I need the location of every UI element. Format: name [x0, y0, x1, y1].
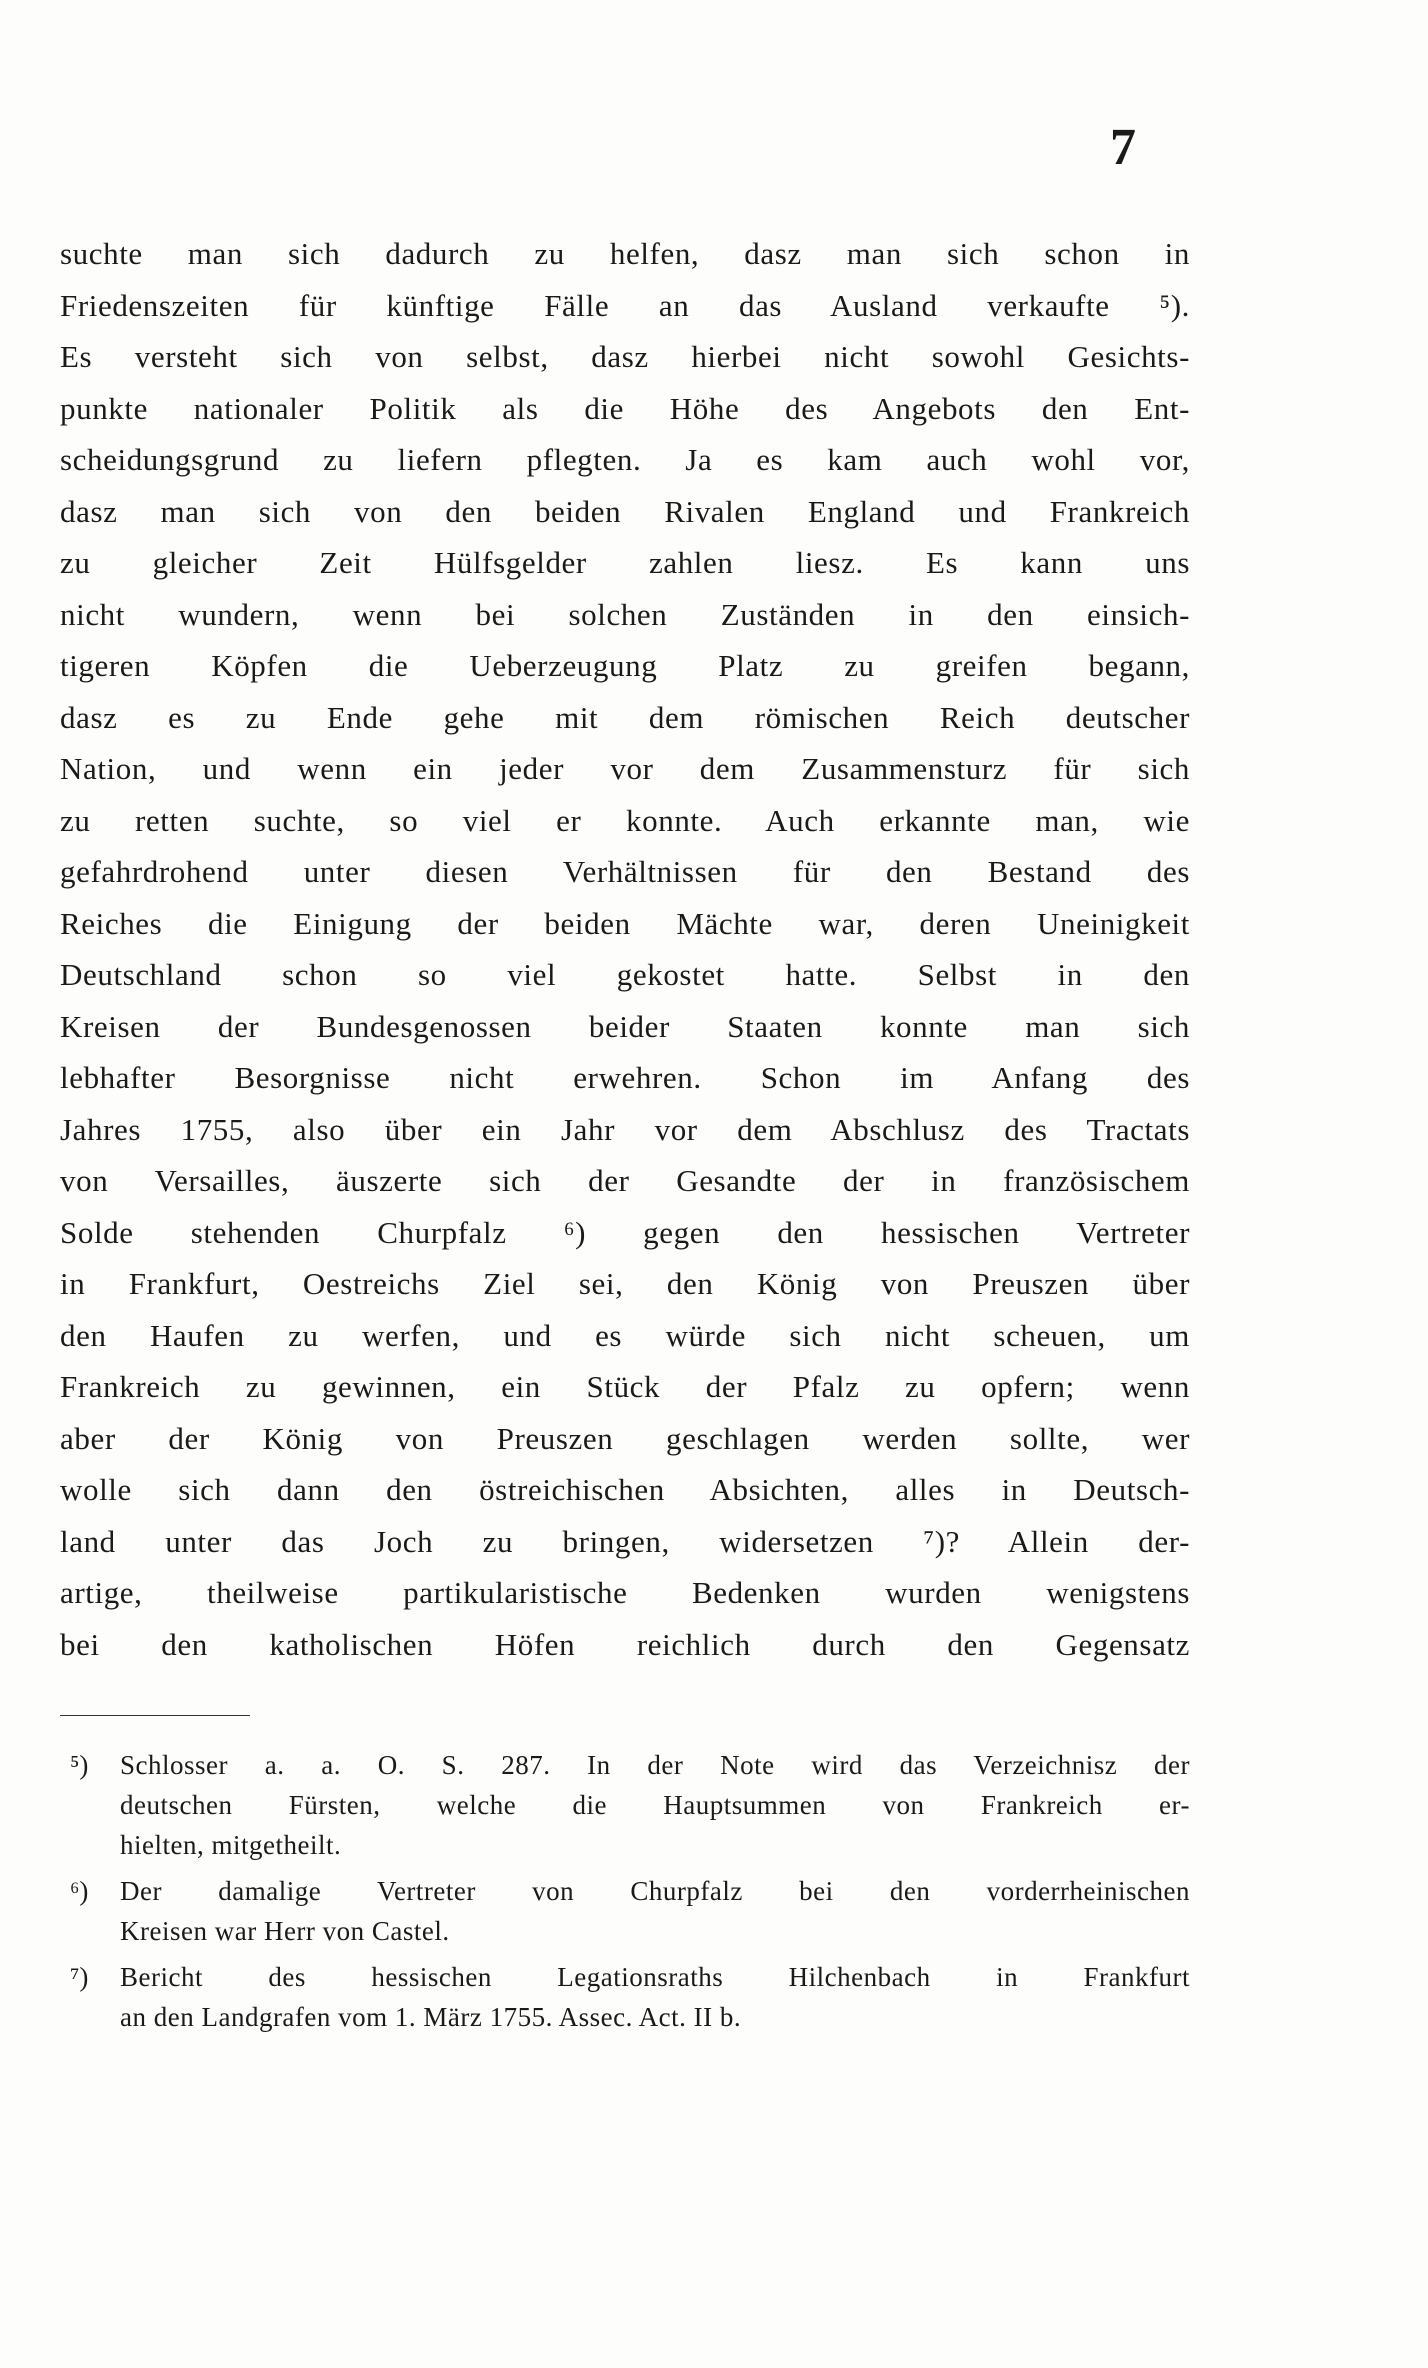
footnote-mark: ⁶) [70, 1876, 89, 1906]
text-line: nicht wundern, wenn bei solchen Zuständen in den einsich- [60, 596, 1190, 632]
text-line: land unter das Joch zu bringen, widersetzen ⁷)? Allein der- [60, 1523, 1190, 1559]
footnote [60, 1745, 1190, 1865]
text-line: in Frankfurt, Oestreichs Ziel sei, den König von Preuszen über [60, 1266, 1190, 1301]
text-line: Es versteht sich von selbst, dasz hierbei nicht sowohl Gesichts- [60, 339, 1190, 374]
footnote-line: an den Landgrafen vom 1. März 1755. Assec. Act. II b. [120, 2002, 742, 2032]
footnote-mark: ⁷) [70, 1962, 89, 1992]
text-line: scheidungsgrund zu liefern pflegten. Ja es kam auch wohl vor, [60, 442, 1190, 477]
text-line: Reiches die Einigung der beiden Mächte war, deren Uneinigkeit [60, 905, 1190, 941]
text-line: bei den katholischen Höfen reichlich durch den Gegensatz [60, 1626, 1190, 1662]
page-number: 7 [1110, 119, 1136, 176]
text-line: den Haufen zu werfen, und es würde sich nicht scheuen, um [60, 1317, 1190, 1353]
footnote [60, 1957, 1190, 2037]
text-line: Nation, und wenn ein jeder vor dem Zusammensturz für sich [60, 751, 1190, 786]
footnote-line: deutschen Fürsten, welche die Hauptsummen von Frankreich er- [120, 1790, 1190, 1820]
text-line: gefahrdrohend unter diesen Verhältnissen für den Bestand des [60, 854, 1190, 889]
footnote-line: Bericht des hessischen Legationsraths Hilchenbach in Frankfurt [120, 1962, 1190, 1992]
footnote-line: Schlosser a. a. O. S. 287. In der Note wird das Verzeichnisz der [120, 1750, 1190, 1780]
text-line: dasz man sich von den beiden Rivalen England und Frankreich [60, 493, 1190, 529]
text-line: Solde stehenden Churpfalz ⁶) gegen den hessischen Vertreter [60, 1214, 1190, 1250]
text-line: artige, theilweise partikularistische Bedenken wurden wenigstens [60, 1575, 1190, 1610]
text-line: tigeren Köpfen die Ueberzeugung Platz zu greifen begann, [60, 648, 1190, 683]
footnote [60, 1871, 1190, 1951]
text-line: Jahres 1755, also über ein Jahr vor dem Abschlusz des Tractats [60, 1111, 1190, 1147]
text-line: punkte nationaler Politik als die Höhe des Angebots den Ent- [60, 390, 1190, 426]
text-line: suchte man sich dadurch zu helfen, dasz man sich schon in [60, 236, 1190, 271]
text-line: Frankreich zu gewinnen, ein Stück der Pfalz zu opfern; wenn [60, 1369, 1190, 1404]
text-line: Friedenszeiten für künftige Fälle an das Ausland verkaufte ⁵). [60, 287, 1190, 323]
footnote-separator-rule [60, 1715, 250, 1716]
text-line: Kreisen der Bundesgenossen beider Staaten konnte man sich [60, 1008, 1190, 1044]
text-line: lebhafter Besorgnisse nicht erwehren. Schon im Anfang des [60, 1060, 1190, 1095]
text-line: Deutschland schon so viel gekostet hatte. Selbst in den [60, 957, 1190, 992]
text-line: zu gleicher Zeit Hülfsgelder zahlen liesz. Es kann uns [60, 545, 1190, 580]
text-line: von Versailles, äuszerte sich der Gesandte der in französischem [60, 1163, 1190, 1198]
text-line: wolle sich dann den östreichischen Absichten, alles in Deutsch- [60, 1472, 1190, 1507]
footnote-line: hielten, mitgetheilt. [120, 1830, 342, 1860]
footnote-line: Der damalige Vertreter von Churpfalz bei den vorderrheinischen [120, 1876, 1190, 1906]
footnote-mark: ⁵) [70, 1750, 89, 1780]
footnotes [60, 1745, 1190, 2043]
footnote-line: Kreisen war Herr von Castel. [120, 1916, 450, 1946]
text-line: zu retten suchte, so viel er konnte. Auch erkannte man, wie [60, 802, 1190, 838]
body-text [60, 228, 1190, 1670]
text-line: dasz es zu Ende gehe mit dem römischen Reich deutscher [60, 699, 1190, 735]
text-line: aber der König von Preuszen geschlagen werden sollte, wer [60, 1420, 1190, 1456]
